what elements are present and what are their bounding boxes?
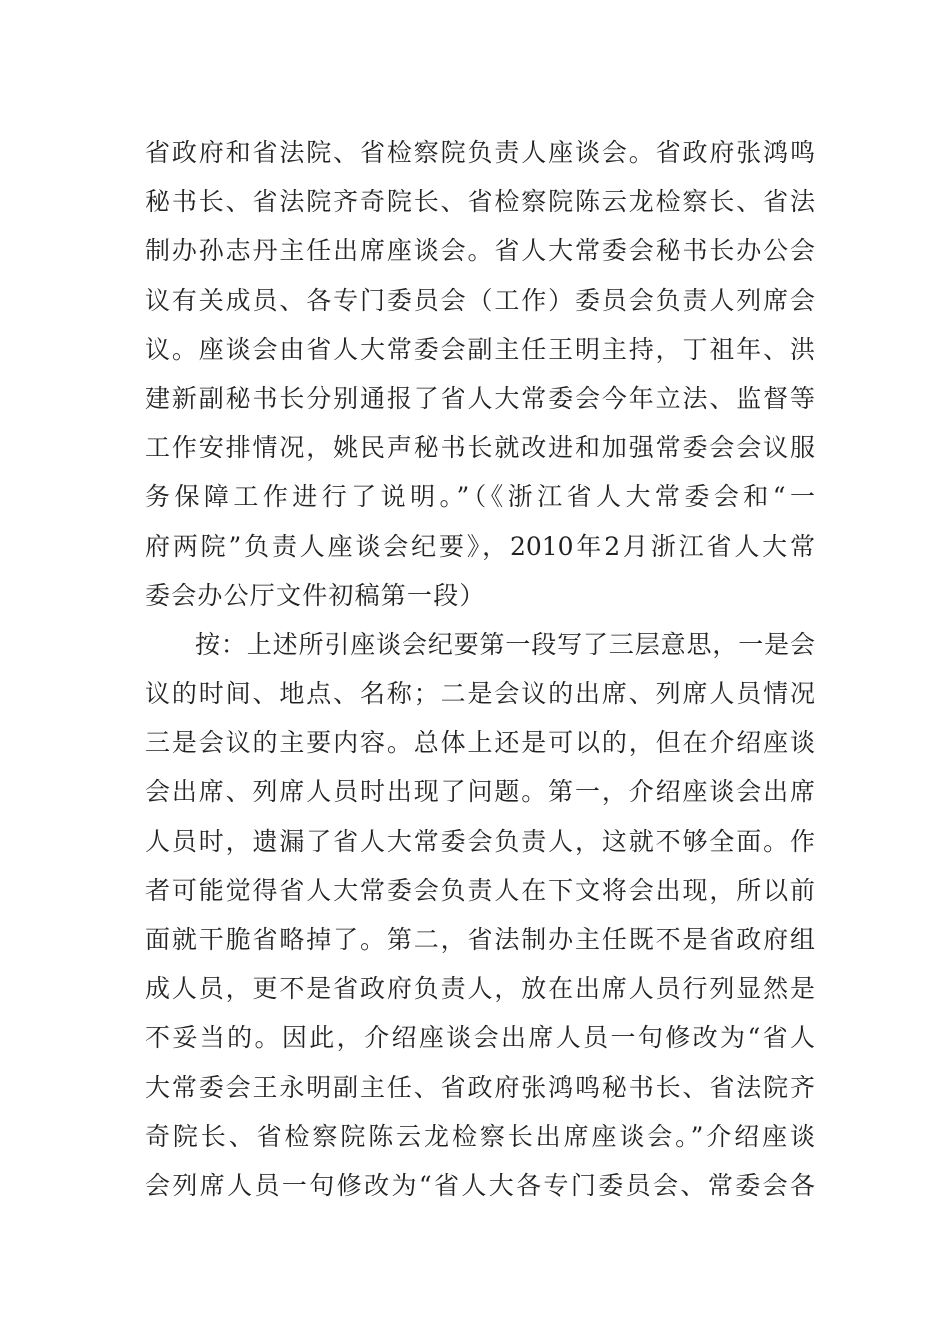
text-line: 奇院长、省检察院陈云龙检察长出席座谈会。”介绍座谈 xyxy=(145,1121,815,1151)
text-line: 议的时间、地点、名称；二是会议的出席、列席人员情况 xyxy=(145,679,815,709)
paragraph-first-line: 按：上述所引座谈会纪要第一段写了三层意思，一是会 xyxy=(195,629,815,659)
text-line: 不妥当的。因此，介绍座谈会出席人员一句修改为“省人 xyxy=(145,1023,815,1053)
text-line: 议。座谈会由省人大常委会副主任王明主持，丁祖年、洪 xyxy=(145,334,815,364)
text-line: 秘书长、省法院齐奇院长、省检察院陈云龙检察长、省法 xyxy=(145,187,815,217)
text-line: 委会办公厅文件初稿第一段） xyxy=(145,580,486,610)
text-line: 议有关成员、各专门委员会（工作）委员会负责人列席会 xyxy=(145,285,815,315)
text-line: 会出席、列席人员时出现了问题。第一，介绍座谈会出席 xyxy=(145,777,815,807)
document-body xyxy=(145,128,815,1210)
text-line: 成人员，更不是省政府负责人，放在出席人员行列显然是 xyxy=(145,974,815,1004)
text-line: 三是会议的主要内容。总体上还是可以的，但在介绍座谈 xyxy=(145,728,815,758)
text-line: 人员时，遗漏了省人大常委会负责人，这就不够全面。作 xyxy=(145,826,815,856)
text-line: 大常委会王永明副主任、省政府张鸿鸣秘书长、省法院齐 xyxy=(145,1072,815,1102)
text-line: 制办孙志丹主任出席座谈会。省人大常委会秘书长办公会 xyxy=(145,236,815,266)
text-line: 会列席人员一句修改为“省人大各专门委员会、常委会各 xyxy=(145,1170,815,1200)
text-line: 务保障工作进行了说明。”（《浙江省人大常委会和“一 xyxy=(145,482,815,512)
text-line: 府两院”负责人座谈会纪要》，2010年2月浙江省人大常 xyxy=(145,531,815,561)
text-line: 工作安排情况，姚民声秘书长就改进和加强常委会会议服 xyxy=(145,433,815,463)
text-line: 建新副秘书长分别通报了省人大常委会今年立法、监督等 xyxy=(145,383,815,413)
text-line: 面就干脆省略掉了。第二，省法制办主任既不是省政府组 xyxy=(145,925,815,954)
text-line: 省政府和省法院、省检察院负责人座谈会。省政府张鸿鸣 xyxy=(145,138,815,167)
text-line: 者可能觉得省人大常委会负责人在下文将会出现，所以前 xyxy=(145,875,815,905)
